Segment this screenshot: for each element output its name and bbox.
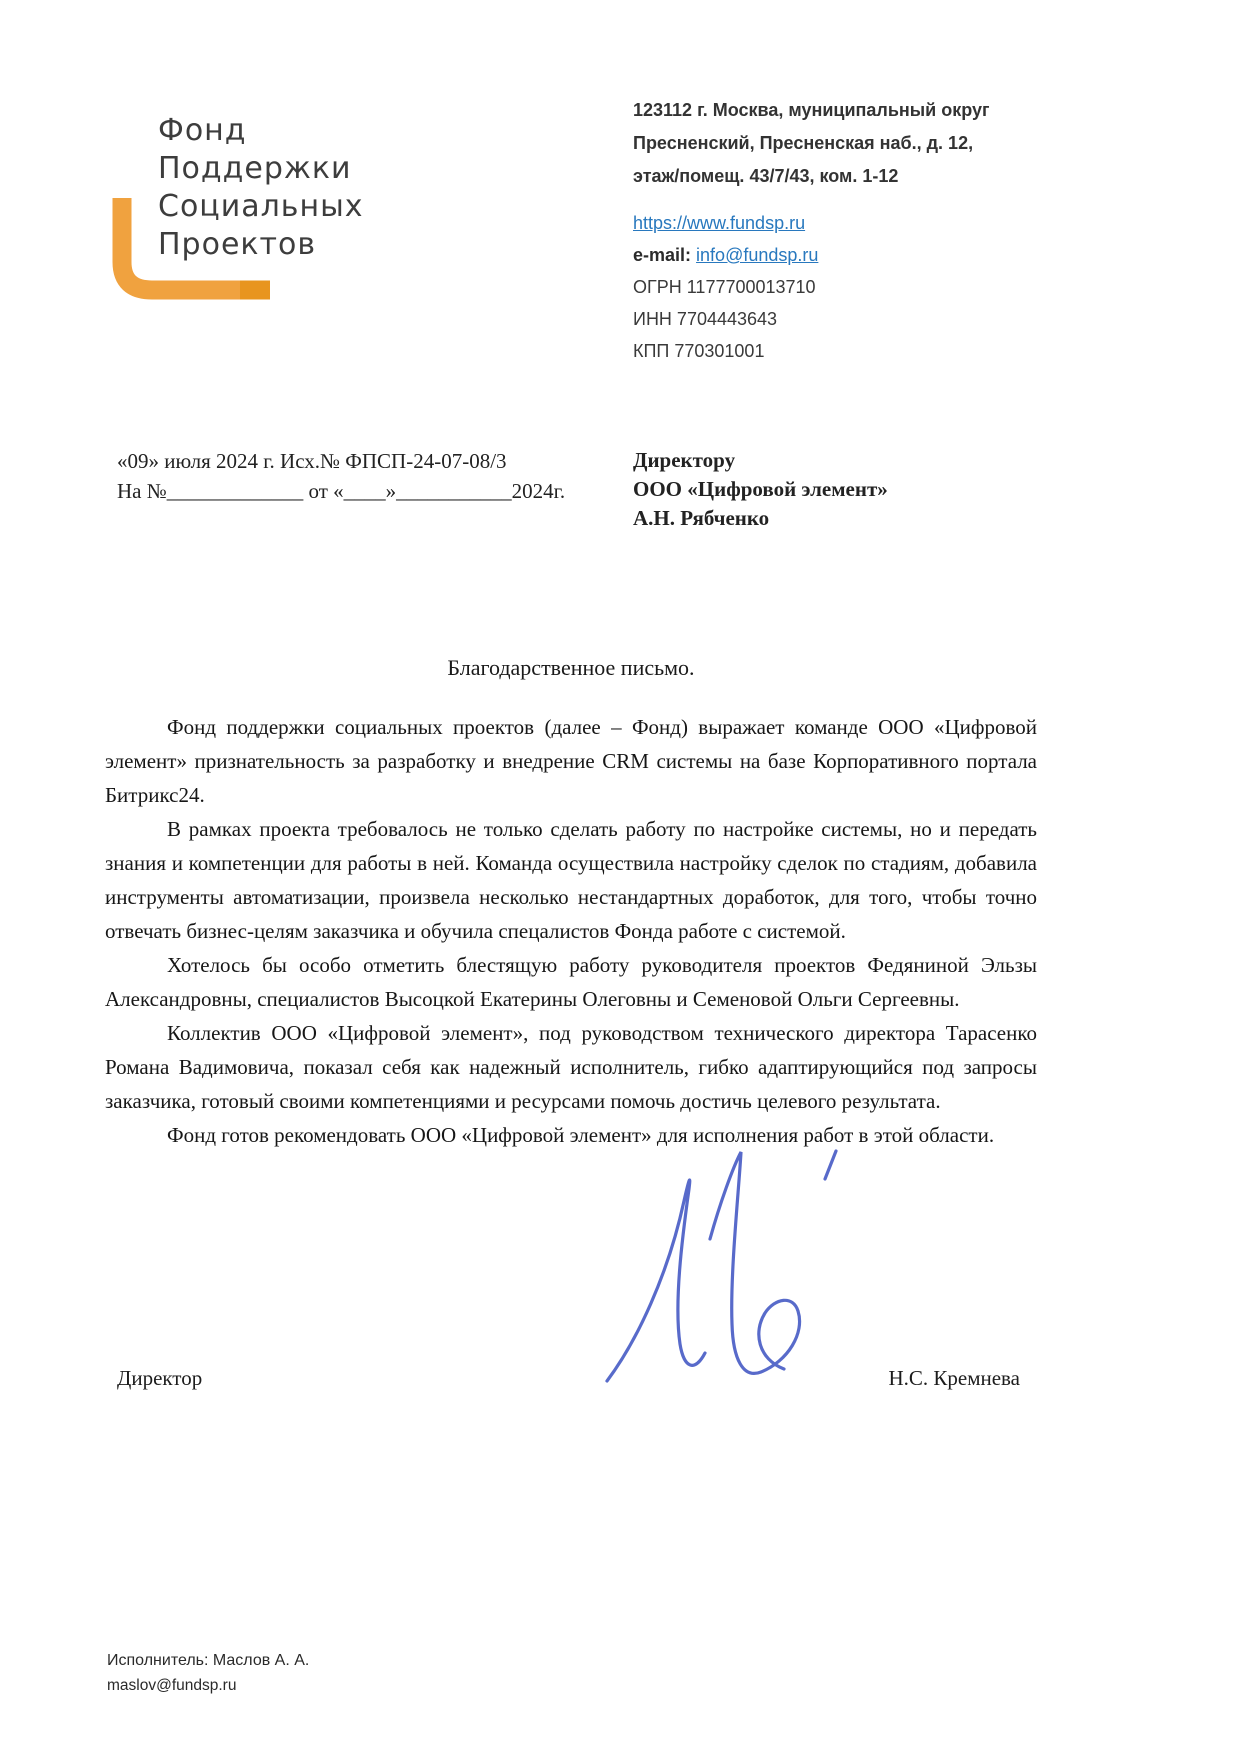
body-paragraph: Фонд готов рекомендовать ООО «Цифровой элемент» для исполнения работ в этой области. [167,1123,995,1147]
logo-line: Фонд [158,113,247,148]
recipient-position: Директору [633,448,736,472]
email-link[interactable]: info@fundsp.ru [696,245,819,265]
signer-position: Директор [117,1366,203,1390]
reference-block [117,446,565,506]
org-address [633,94,1053,193]
body-paragraph: Хотелось бы особо отметить блестящую работу руководителя проектов Федяниной Эльзы Александровны, специалистов Высоцкой Екатерины Олеговны и Семеновой Ольги Сергеевны. [105,953,1037,1011]
document-title: Благодарственное письмо. [447,655,695,680]
letterhead-contacts [633,94,1053,367]
address-line: Пресненский, Пресненская наб., д. 12, [633,133,974,153]
body-paragraph: В рамках проекта требовалось не только сделать работу по настройке системы, но и передать знания и компетенции для работы в ней. Команда осуществила настройку сделок по стадиям, добавила инструменты автоматизации, произвела несколько нестандартных доработок, для того, чтобы точно отвечать бизнес-целям заказчика и обучила спецалистов Фонда работе с системой. [105,817,1037,943]
recipient-name: А.Н. Рябченко [633,506,770,530]
logo-line: Поддержки [158,151,352,186]
ogrn-line: ОГРН 1177700013710 [633,277,816,297]
body-paragraph: Фонд поддержки социальных проектов (далее – Фонд) выражает команде ООО «Цифровой элемент» признательность за разработку и внедрение CRM системы на базе Корпоративного портала Битрикс24. [105,715,1037,807]
logo-line: Проектов [158,227,317,262]
body-paragraph: Коллектив ООО «Цифровой элемент», под руководством технического директора Тарасенко Романа Вадимовича, показал себя как надежный исполнитель, гибко адаптирующийся под запросы заказчика, готовый своими компетенциями и ресурсами помочь достичь целевого результата. [105,1021,1037,1113]
email-row [633,239,1053,271]
recipient-company: ООО «Цифровой элемент» [633,477,888,501]
reference-reply-line: На №_____________ от «____»___________2024г. [117,479,566,503]
address-line: 123112 г. Москва, муниципальный округ [633,100,990,120]
reference-date-line: «09» июля 2024 г. Исх.№ ФПСП-24-07-08/3 [117,449,507,473]
letter-body [105,710,1037,1152]
executor-email: maslov@fundsp.ru [107,1677,237,1694]
executor-footer [107,1648,309,1698]
email-label: e-mail: [633,245,692,265]
address-line: этаж/помещ. 43/7/43, ком. 1-12 [633,166,899,186]
logo-line: Социальных [158,189,364,224]
website-row [633,207,1053,239]
kpp-line: КПП 770301001 [633,341,765,361]
recipient-block [633,446,888,533]
inn-line: ИНН 7704443643 [633,309,778,329]
website-link[interactable]: https://www.fundsp.ru [633,213,806,233]
executor-name: Исполнитель: Маслов А. А. [107,1652,310,1669]
signer-name: Н.С. Кремнева [888,1366,1020,1390]
logo-text [158,112,364,264]
